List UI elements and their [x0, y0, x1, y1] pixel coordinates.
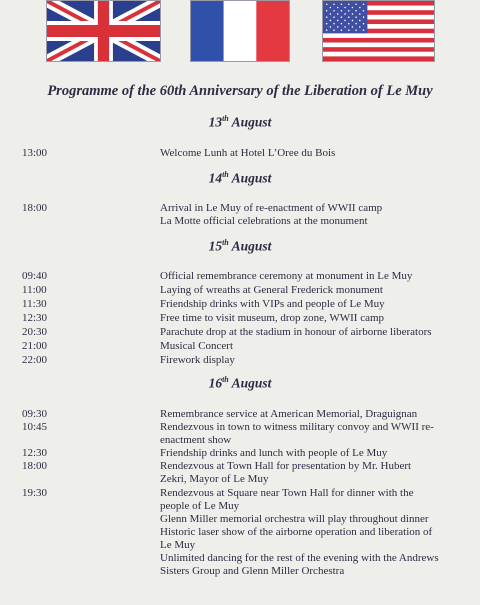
day-number: 14 — [208, 170, 223, 186]
day-number: 16 — [208, 375, 223, 391]
day-heading-16-august — [0, 375, 480, 392]
event-line: Le Muy — [160, 539, 196, 551]
day-number: 15 — [208, 238, 223, 254]
day-heading-13-august — [0, 114, 480, 131]
event-description — [160, 447, 466, 460]
event-description — [160, 147, 466, 160]
day-suffix: th — [222, 114, 229, 123]
event-line: Free time to visit museum, drop zone, WWII camp — [160, 312, 385, 324]
event-time: 21:00 — [22, 340, 48, 352]
day-heading-15-august — [0, 238, 480, 255]
flags-banner — [0, 0, 480, 66]
event-time: 19:30 — [22, 487, 48, 499]
event-line: Musical Concert — [160, 340, 234, 352]
event-description — [160, 354, 466, 367]
day-number: 13 — [208, 114, 223, 130]
event-description — [160, 340, 466, 353]
day-month: August — [231, 375, 272, 391]
event-time: 18:00 — [22, 460, 48, 472]
day-suffix: th — [222, 170, 229, 179]
event-description — [160, 487, 466, 578]
event-description — [160, 312, 466, 325]
event-line: Rendezvous at Square near Town Hall for dinner with the — [160, 487, 414, 499]
event-line: Laying of wreaths at General Frederick monument — [160, 284, 383, 296]
event-time: 20:30 — [22, 326, 48, 338]
day-month: August — [231, 238, 272, 254]
event-line: Unlimited dancing for the rest of the evening with the Andrews — [160, 552, 439, 564]
event-line: Historic laser show of the airborne operation and liberation of — [160, 526, 433, 538]
event-line: La Motte official celebrations at the monument — [160, 215, 368, 227]
day-heading-14-august — [0, 170, 480, 187]
event-line: Glenn Miller memorial orchestra will play throughout dinner — [160, 513, 429, 525]
event-description — [160, 202, 466, 228]
event-time: 12:30 — [22, 447, 48, 459]
event-time: 22:00 — [22, 354, 48, 366]
event-time: 18:00 — [22, 202, 48, 214]
event-line: Friendship drinks and lunch with people of Le Muy — [160, 447, 388, 459]
usa-flag-icon — [322, 0, 435, 62]
event-line: people of Le Muy — [160, 500, 240, 512]
event-line: Friendship drinks with VIPs and people of Le Muy — [160, 298, 385, 310]
event-line: enactment show — [160, 434, 232, 446]
event-line: Parachute drop at the stadium in honour of airborne liberators — [160, 326, 432, 338]
event-description — [160, 326, 466, 339]
event-line: Zekri, Mayor of Le Muy — [160, 473, 269, 485]
event-time: 11:30 — [22, 298, 47, 310]
event-time: 10:45 — [22, 421, 48, 433]
event-description — [160, 408, 466, 421]
france-flag-icon — [190, 0, 290, 62]
uk-flag-icon — [46, 0, 161, 62]
day-suffix: th — [222, 238, 229, 247]
page-title: Programme of the 60th Anniversary of the Liberation of Le Muy — [47, 83, 433, 99]
event-line: Sisters Group and Glenn Miller Orchestra — [160, 565, 345, 577]
event-line: Arrival in Le Muy of re-enactment of WWII camp — [160, 202, 383, 214]
event-description — [160, 284, 466, 297]
event-description — [160, 460, 466, 486]
event-line: Rendezvous in town to witness military convoy and WWII re- — [160, 421, 434, 433]
event-line: Firework display — [160, 354, 235, 366]
day-month: August — [231, 114, 272, 130]
event-time: 11:00 — [22, 284, 47, 296]
event-description — [160, 270, 466, 283]
event-line: Rendezvous at Town Hall for presentation by Mr. Hubert — [160, 460, 412, 472]
event-description — [160, 298, 466, 311]
event-time: 09:30 — [22, 408, 48, 420]
day-month: August — [231, 170, 272, 186]
event-line: Welcome Lunh at Hotel L’Oree du Bois — [160, 147, 336, 159]
event-time: 09:40 — [22, 270, 48, 282]
day-suffix: th — [222, 375, 229, 384]
event-line: Remembrance service at American Memorial, Draguignan — [160, 408, 418, 420]
event-time: 13:00 — [22, 147, 48, 159]
event-description — [160, 421, 466, 447]
event-time: 12:30 — [22, 312, 48, 324]
event-line: Official remembrance ceremony at monument in Le Muy — [160, 270, 413, 282]
